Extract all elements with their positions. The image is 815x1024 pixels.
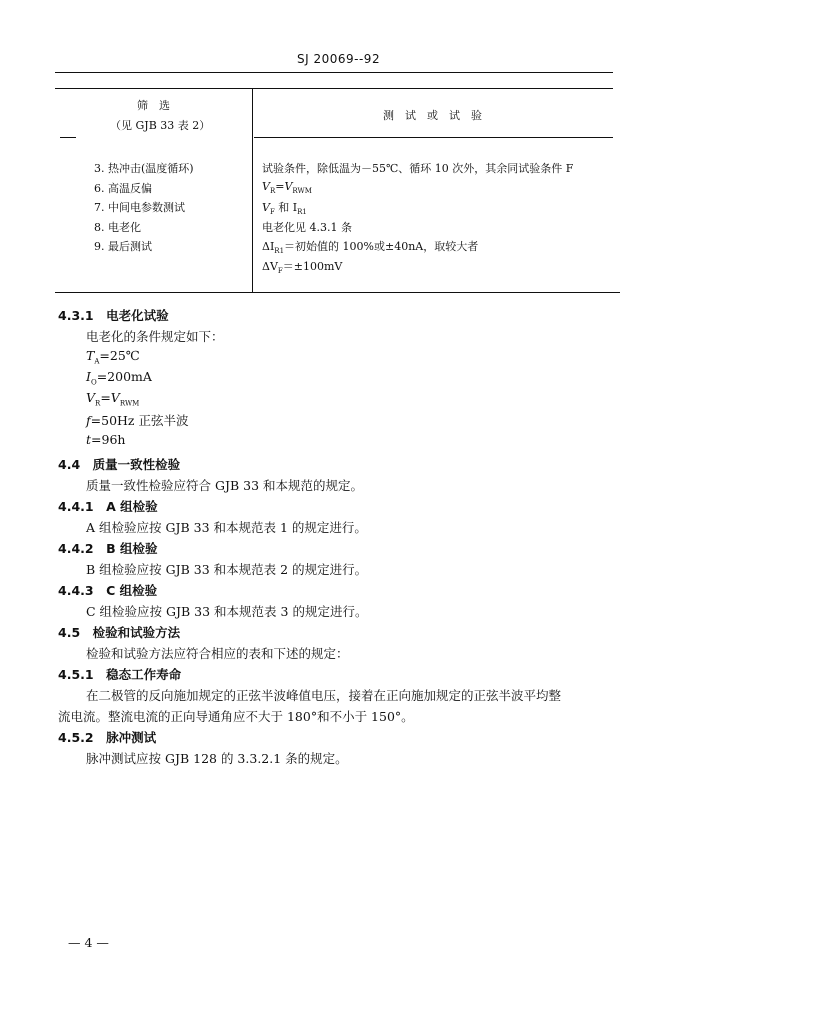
section-body: 质量一致性检验应符合 GJB 33 和本规范的规定。 <box>86 478 364 493</box>
section-body: 脉冲测试应按 GJB 128 的 3.3.2.1 条的规定。 <box>86 751 348 766</box>
table-header-divider-right <box>254 137 613 138</box>
table-row-screen: 9. 最后测试 <box>94 240 152 253</box>
section-body: C 组检验应按 GJB 33 和本规范表 3 的规定进行。 <box>86 604 368 619</box>
table-top-rule <box>55 88 613 89</box>
section-heading: 4.4 质量一致性检验 <box>58 457 181 472</box>
document-number: SJ 20069--92 <box>297 52 381 66</box>
condition-vr: $V_R=V_{RWM}$ <box>86 390 140 408</box>
section-heading: 4.4.3 C 组检验 <box>58 583 158 598</box>
condition-io: $I_O=200mA$ <box>86 369 152 387</box>
table-header-screen: 筛 选 <box>137 99 170 112</box>
section-heading: 4.5 检验和试验方法 <box>58 625 181 640</box>
condition-f: f=50Hz 正弦半波 <box>86 413 189 428</box>
section-heading: 4.3.1 电老化试验 <box>58 308 169 323</box>
table-header-screen-ref: （见 GJB 33 表 2） <box>110 119 211 132</box>
table-header-test: 测 试 或 试 验 <box>383 109 482 122</box>
section-body: A 组检验应按 GJB 33 和本规范表 1 的规定进行。 <box>86 520 367 535</box>
page-number: — 4 — <box>68 935 109 950</box>
section-heading: 4.4.1 A 组检验 <box>58 499 158 514</box>
table-column-divider <box>252 88 253 293</box>
table-bottom-rule <box>55 292 620 293</box>
table-row-test: $\Delta V_F=\pm 100mV$ <box>262 260 343 276</box>
table-row-test: $V_F$ 和 $I_{R1}$ <box>262 201 307 217</box>
table-row-screen: 6. 高温反偏 <box>94 182 152 195</box>
condition-t: t=96h <box>86 432 126 447</box>
section-heading: 4.5.1 稳态工作寿命 <box>58 667 182 682</box>
table-row-screen: 7. 中间电参数测试 <box>94 201 185 214</box>
table-row-test: 电老化见 4.3.1 条 <box>262 221 352 234</box>
section-body: 检验和试验方法应符合相应的表和下述的规定： <box>86 646 349 661</box>
section-heading: 4.4.2 B 组检验 <box>58 541 158 556</box>
section-body: B 组检验应按 GJB 33 和本规范表 2 的规定进行。 <box>86 562 368 577</box>
table-row-test: $\Delta I_{R1}=$初始值的 100%或±40nA，取较大者 <box>262 240 479 256</box>
section-body: 电老化的条件规定如下： <box>86 329 224 344</box>
condition-ta: $T_A=25℃$ <box>86 348 140 366</box>
section-body: 流电流。整流电流的正向导通角应不大于 180°和不小于 150°。 <box>58 709 414 724</box>
table-row-test: 试验条件，除低温为－55℃、循环 10 次外，其余同试验条件 F <box>262 162 574 175</box>
table-row-test: $V_R=V_{RWM}$ <box>262 180 312 196</box>
section-body: 在二极管的反向施加规定的正弦半波峰值电压，接着在正向施加规定的正弦半波平均整 <box>86 688 562 703</box>
section-heading: 4.5.2 脉冲测试 <box>58 730 157 745</box>
header-rule <box>55 72 613 73</box>
table-header-divider-left <box>60 137 76 138</box>
table-row-screen: 8. 电老化 <box>94 221 141 234</box>
table-row-screen: 3. 热冲击(温度循环) <box>94 162 194 175</box>
